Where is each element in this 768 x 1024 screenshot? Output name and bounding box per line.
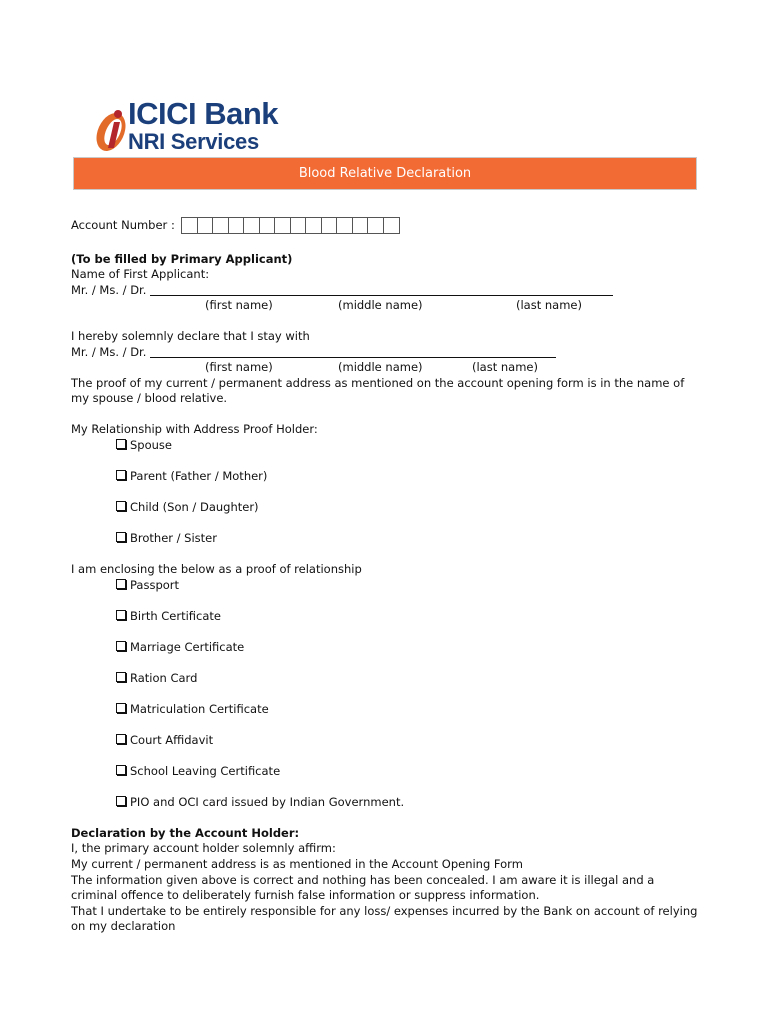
middle-name-caption-2: (middle name)	[338, 360, 423, 374]
declaration-line: I, the primary account holder solemnly affirm:	[71, 841, 336, 855]
declaration-line: on my declaration	[71, 919, 176, 933]
account-digit-box[interactable]	[322, 218, 338, 233]
primary-applicant-heading: (To be filled by Primary Applicant)	[71, 252, 293, 266]
account-number-boxes[interactable]	[181, 217, 400, 234]
account-digit-box[interactable]	[306, 218, 322, 233]
title-banner	[73, 157, 697, 190]
account-digit-box[interactable]	[353, 218, 369, 233]
checkbox-icon[interactable]	[116, 796, 126, 806]
relationship-heading: My Relationship with Address Proof Holder:	[71, 422, 318, 436]
middle-name-caption: (middle name)	[338, 298, 423, 312]
proof-option-passport[interactable]: Passport	[116, 578, 179, 592]
relationship-option-spouse[interactable]: Spouse	[116, 438, 172, 452]
proof-option-school-leaving[interactable]: School Leaving Certificate	[116, 764, 280, 778]
checkbox-icon[interactable]	[116, 641, 126, 651]
logo-services-name: NRI Services	[128, 129, 259, 154]
checkbox-icon[interactable]	[116, 672, 126, 682]
account-digit-box[interactable]	[337, 218, 353, 233]
first-applicant-label: Name of First Applicant:	[71, 267, 210, 281]
account-digit-box[interactable]	[275, 218, 291, 233]
account-digit-box[interactable]	[182, 218, 198, 233]
account-digit-box[interactable]	[244, 218, 260, 233]
proof-option-marriage-certificate[interactable]: Marriage Certificate	[116, 640, 244, 654]
checkbox-icon[interactable]	[116, 470, 126, 480]
relative-name-field[interactable]	[150, 357, 556, 358]
proof-option-pio-oci[interactable]: PIO and OCI card issued by Indian Government.	[116, 795, 404, 809]
declaration-heading: Declaration by the Account Holder:	[71, 826, 300, 840]
proof-option-matriculation[interactable]: Matriculation Certificate	[116, 702, 269, 716]
account-digit-box[interactable]	[260, 218, 276, 233]
checkbox-icon[interactable]	[116, 439, 126, 449]
checkbox-icon[interactable]	[116, 734, 126, 744]
checkbox-icon[interactable]	[116, 610, 126, 620]
account-digit-box[interactable]	[198, 218, 214, 233]
logo-bank-name: ICICI Bank	[128, 96, 279, 131]
icici-logo	[94, 96, 314, 158]
relationship-option-child[interactable]: Child (Son / Daughter)	[116, 500, 259, 514]
account-digit-box[interactable]	[213, 218, 229, 233]
checkbox-icon[interactable]	[116, 765, 126, 775]
relationship-option-sibling[interactable]: Brother / Sister	[116, 531, 217, 545]
enclosing-heading: I am enclosing the below as a proof of relationship	[71, 562, 362, 576]
account-digit-box[interactable]	[368, 218, 384, 233]
checkbox-icon[interactable]	[116, 501, 126, 511]
declare-stay-text: I hereby solemnly declare that I stay with	[71, 329, 310, 343]
checkbox-icon[interactable]	[116, 532, 126, 542]
declaration-line: My current / permanent address is as mentioned in the Account Opening Form	[71, 857, 523, 871]
account-digit-box[interactable]	[384, 218, 400, 233]
account-digit-box[interactable]	[291, 218, 307, 233]
proof-text-line2: my spouse / blood relative.	[71, 391, 228, 405]
account-digit-box[interactable]	[229, 218, 245, 233]
salutation-label: Mr. / Ms. / Dr.	[71, 283, 147, 297]
first-name-caption: (first name)	[205, 298, 273, 312]
last-name-caption: (last name)	[516, 298, 582, 312]
proof-option-court-affidavit[interactable]: Court Affidavit	[116, 733, 213, 747]
declaration-line: criminal offence to deliberately furnish false information or suppress information.	[71, 888, 540, 902]
declaration-line: The information given above is correct and nothing has been concealed. I am aware it is illegal and a	[71, 873, 655, 887]
proof-text-line1: The proof of my current / permanent address as mentioned on the account opening form is in the name of	[71, 376, 685, 390]
applicant-name-field[interactable]	[150, 295, 613, 296]
checkbox-icon[interactable]	[116, 703, 126, 713]
declaration-line: That I undertake to be entirely responsible for any loss/ expenses incurred by the Bank on account of relying	[71, 904, 698, 918]
proof-option-ration-card[interactable]: Ration Card	[116, 671, 197, 685]
proof-option-birth-certificate[interactable]: Birth Certificate	[116, 609, 221, 623]
relationship-option-parent[interactable]: Parent (Father / Mother)	[116, 469, 267, 483]
last-name-caption-2: (last name)	[472, 360, 538, 374]
account-number-label: Account Number :	[71, 218, 175, 232]
salutation-label-2: Mr. / Ms. / Dr.	[71, 345, 147, 359]
first-name-caption-2: (first name)	[205, 360, 273, 374]
page-title: Blood Relative Declaration	[298, 166, 472, 181]
checkbox-icon[interactable]	[116, 579, 126, 589]
